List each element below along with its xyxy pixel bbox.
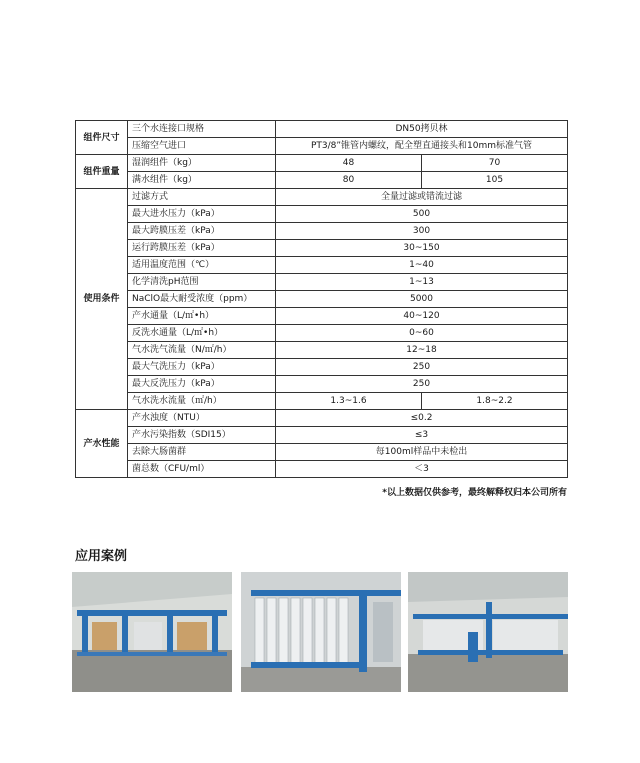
param-value: ＜3 [276, 461, 568, 478]
row-group-label: 组件尺寸 [76, 121, 128, 155]
param-label: 湿润组件（kg） [128, 155, 276, 172]
param-value: 300 [276, 223, 568, 240]
table-row [76, 240, 568, 257]
param-value: PT3/8”锥管内螺纹，配全塑直通接头和10mm标准气管 [276, 138, 568, 155]
param-value: 全量过滤或错流过滤 [276, 189, 568, 206]
table-row [76, 342, 568, 359]
param-value: 70 [422, 155, 568, 172]
membrane-rack-photo [408, 572, 568, 692]
param-value: 250 [276, 359, 568, 376]
table-row [76, 359, 568, 376]
table-row [76, 138, 568, 155]
param-label: 菌总数（CFU/ml） [128, 461, 276, 478]
param-value: 12~18 [276, 342, 568, 359]
table-row [76, 121, 568, 138]
param-value: ≤0.2 [276, 410, 568, 427]
param-label: 反洗水通量（L/㎡•h） [128, 325, 276, 342]
param-label: 运行跨膜压差（kPa） [128, 240, 276, 257]
table-row [76, 172, 568, 189]
table-row [76, 206, 568, 223]
param-value: 80 [276, 172, 422, 189]
param-label: 去除大肠菌群 [128, 444, 276, 461]
param-label: 过滤方式 [128, 189, 276, 206]
param-label: 产水浊度（NTU） [128, 410, 276, 427]
table-row [76, 155, 568, 172]
param-label: 三个水连接口规格 [128, 121, 276, 138]
param-value: 1~13 [276, 274, 568, 291]
param-label: 产水通量（L/㎡•h） [128, 308, 276, 325]
param-value: 5000 [276, 291, 568, 308]
param-value: 每100ml样品中未检出 [276, 444, 568, 461]
table-row [76, 376, 568, 393]
param-label: 产水污染指数（SDI15） [128, 427, 276, 444]
param-label: 适用温度范围（℃） [128, 257, 276, 274]
param-value: 1.3~1.6 [276, 393, 422, 410]
param-label: 气水洗气流量（N/㎡/h） [128, 342, 276, 359]
table-row [76, 223, 568, 240]
table-row [76, 308, 568, 325]
table-row [76, 427, 568, 444]
row-group-label: 组件重量 [76, 155, 128, 189]
param-value: DN50拷贝林 [276, 121, 568, 138]
table-row [76, 410, 568, 427]
table-row [76, 325, 568, 342]
table-row [76, 461, 568, 478]
param-value: 0~60 [276, 325, 568, 342]
param-label: NaClO最大耐受浓度（ppm） [128, 291, 276, 308]
param-value: 250 [276, 376, 568, 393]
param-value: ≤3 [276, 427, 568, 444]
table-row [76, 274, 568, 291]
param-label: 最大反洗压力（kPa） [128, 376, 276, 393]
param-value: 48 [276, 155, 422, 172]
param-label: 化学清洗pH范围 [128, 274, 276, 291]
disclaimer-note: *以上数据仅供参考，最终解释权归本公司所有 [382, 488, 567, 498]
param-value: 1~40 [276, 257, 568, 274]
table-row [76, 257, 568, 274]
param-label: 最大气洗压力（kPa） [128, 359, 276, 376]
param-label: 最大跨膜压差（kPa） [128, 223, 276, 240]
param-label: 满水组件（kg） [128, 172, 276, 189]
param-value: 30~150 [276, 240, 568, 257]
water-treatment-plant-photo [72, 572, 232, 692]
param-value: 500 [276, 206, 568, 223]
spec-table [75, 120, 568, 478]
param-label: 最大进水压力（kPa） [128, 206, 276, 223]
section-title: 应用案例 [75, 549, 128, 564]
row-group-label: 产水性能 [76, 410, 128, 478]
table-row [76, 393, 568, 410]
param-label: 气水洗水流量（㎡/h） [128, 393, 276, 410]
param-value: 105 [422, 172, 568, 189]
table-row [76, 291, 568, 308]
table-row [76, 444, 568, 461]
row-group-label: 使用条件 [76, 189, 128, 410]
table-row [76, 189, 568, 206]
param-label: 压缩空气进口 [128, 138, 276, 155]
param-value: 40~120 [276, 308, 568, 325]
param-value: 1.8~2.2 [422, 393, 568, 410]
ultrafiltration-modules-photo [241, 572, 401, 692]
